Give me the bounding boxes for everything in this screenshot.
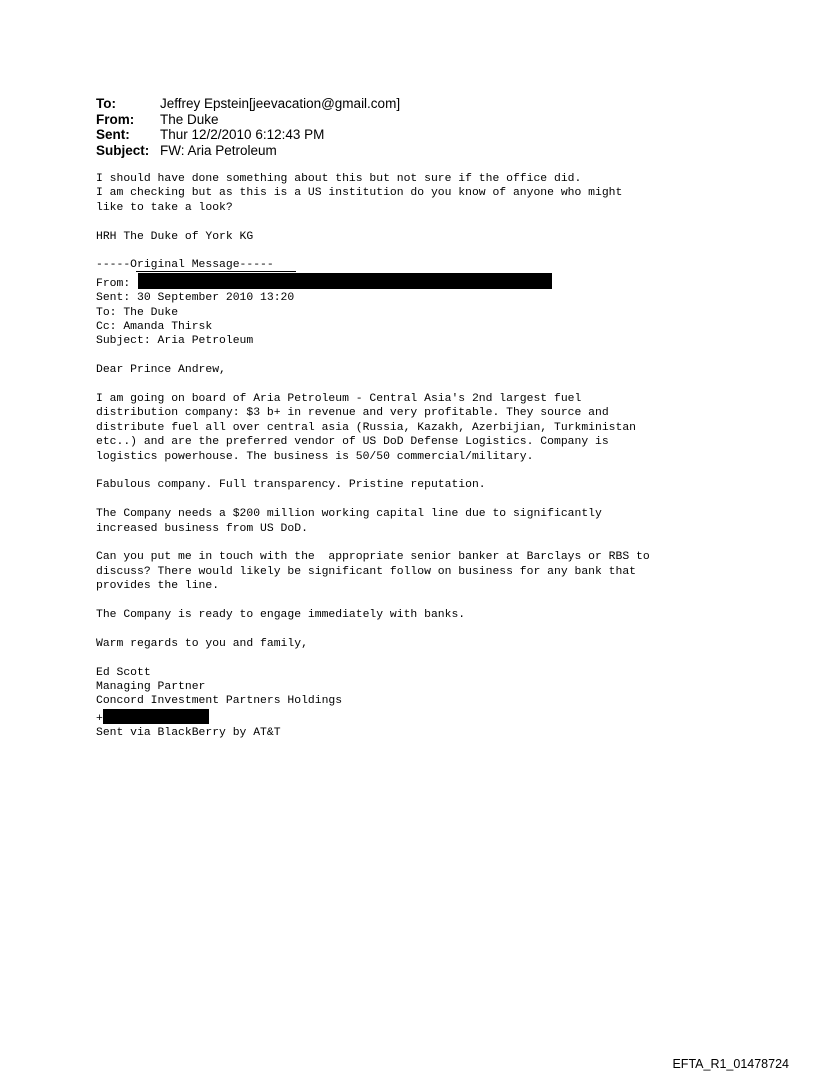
greeting: Dear Prince Andrew,	[96, 364, 226, 377]
paragraph-line: etc..) and are the preferred vendor of US DoD Defense Logistics. Company is	[96, 436, 609, 449]
sender-signature	[96, 666, 776, 741]
paragraph-4	[96, 550, 776, 593]
reply-signature: HRH The Duke of York KG	[96, 230, 254, 243]
signature-phone	[96, 709, 776, 726]
signature-title: Managing Partner	[96, 681, 206, 694]
paragraph-line: distribution company: $3 b+ in revenue and very profitable. They source and	[96, 407, 609, 420]
closing: Warm regards to you and family,	[96, 637, 308, 650]
redaction-bar	[103, 709, 209, 724]
paragraph-line: logistics powerhouse. The business is 50/50 commercial/military.	[96, 450, 534, 463]
original-message-headers	[96, 258, 776, 348]
sent-value: Thur 12/2/2010 6:12:43 PM	[160, 127, 325, 142]
signature-name: Ed Scott	[96, 666, 151, 679]
original-subject-line: Subject: Aria Petroleum	[96, 335, 254, 348]
paragraph-line: The Company needs a $200 million working capital line due to significantly	[96, 508, 602, 521]
phone-prefix: +	[96, 712, 103, 725]
reply-line: like to take a look?	[96, 201, 233, 214]
to-value: Jeffrey Epstein[jeevacation@gmail.com]	[160, 96, 401, 111]
paragraph-5: The Company is ready to engage immediately with banks.	[96, 609, 466, 622]
paragraph-2: Fabulous company. Full transparency. Pristine reputation.	[96, 479, 486, 492]
sent-via-line: Sent via BlackBerry by AT&T	[96, 727, 281, 740]
original-sent-line: Sent: 30 September 2010 13:20	[96, 292, 295, 305]
from-label: From:	[96, 111, 135, 127]
header-subject-row	[96, 143, 400, 159]
email-header	[96, 96, 400, 158]
document-id: EFTA_R1_01478724	[672, 1057, 789, 1071]
header-to-row	[96, 96, 400, 112]
from-value: The Duke	[160, 111, 219, 127]
paragraph-1	[96, 392, 776, 464]
sent-label: Sent:	[96, 127, 130, 142]
paragraph-line: discuss? There would likely be significant follow on business for any bank that	[96, 565, 637, 578]
reply-paragraph	[96, 172, 776, 215]
email-body	[96, 172, 776, 755]
original-cc-line: Cc: Amanda Thirsk	[96, 321, 213, 334]
original-to-line: To: The Duke	[96, 306, 179, 319]
reply-line: I should have done something about this but not sure if the office did.	[96, 173, 582, 185]
signature-company: Concord Investment Partners Holdings	[96, 695, 343, 708]
subject-label: Subject:	[96, 142, 150, 158]
original-from-line	[96, 273, 776, 291]
paragraph-line: distribute fuel all over central asia (Russia, Kazakh, Azerbijian, Turkministan	[96, 421, 637, 434]
header-sent-row	[96, 127, 400, 143]
original-message-divider: -----Original Message-----	[96, 258, 776, 272]
paragraph-line: increased business from US DoD.	[96, 522, 308, 535]
paragraph-line: Can you put me in touch with the appropriate senior banker at Barclays or RBS to	[96, 551, 650, 564]
paragraph-line: I am going on board of Aria Petroleum - Central Asia's 2nd largest fuel	[96, 393, 582, 406]
to-label: To:	[96, 96, 116, 111]
subject-value: FW: Aria Petroleum	[160, 142, 277, 158]
paragraph-line: provides the line.	[96, 580, 220, 593]
redaction-bar	[138, 273, 552, 289]
original-from-label: From:	[96, 277, 131, 290]
header-from-row	[96, 112, 400, 128]
paragraph-3	[96, 507, 776, 536]
reply-line: I am checking but as this is a US institution do you know of anyone who might	[96, 187, 623, 200]
